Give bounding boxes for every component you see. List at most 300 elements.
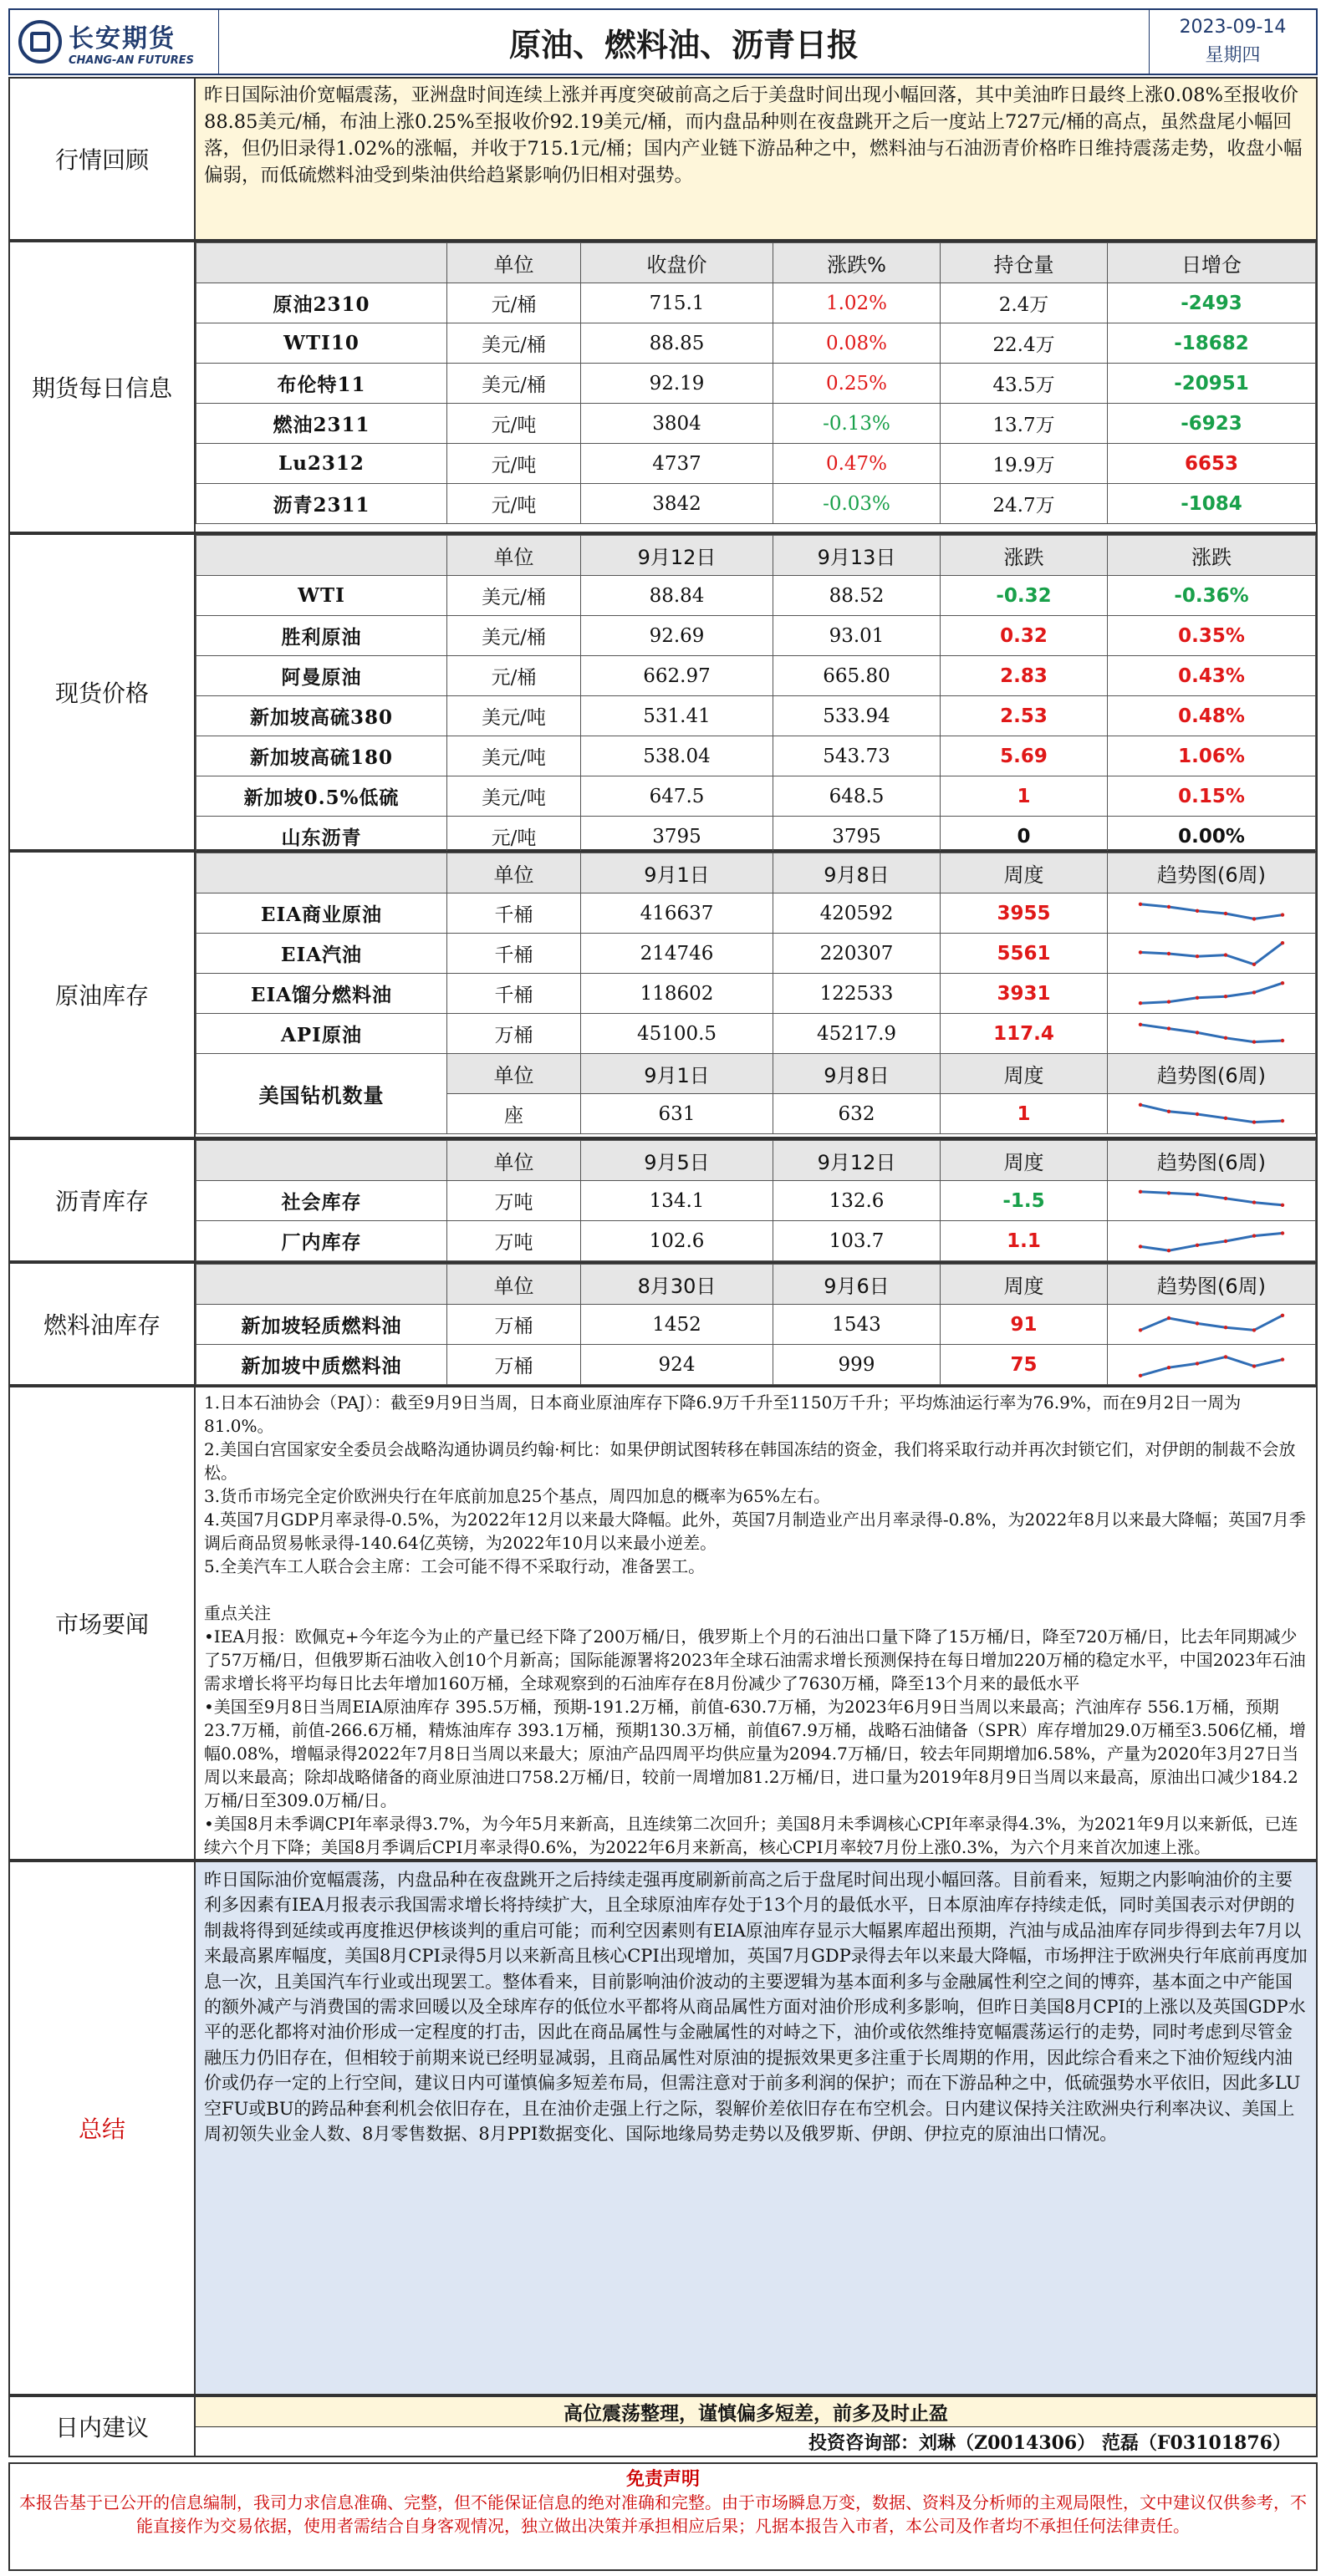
disclaimer-text: 本报告基于已公开的信息编制，我司力求信息准确、完整，但不能保证信息的绝对准确和完整。由于市场瞬息万变，数据、资料及分析师的主观局限性，文中建议仅供参考，不能直接作为交易依据，使用者需结合自身客观情况，独立做出决策并承担相应后果；凡据本报告入市者，本公司及作者均不承担任何法律责任。 [19, 2492, 1307, 2536]
unit-cell: 美元/桶 [447, 323, 581, 364]
value-period1: 631 [581, 1094, 773, 1134]
table-row [196, 364, 1316, 404]
table-row [196, 974, 1316, 1014]
trend-point [1167, 1366, 1170, 1369]
contract-name: 燃油2311 [196, 404, 447, 444]
logo-name-en: CHANG-AN FUTURES [69, 53, 195, 67]
table-row [196, 1181, 1316, 1221]
trend-point [1139, 902, 1142, 905]
price-day2: 533.94 [773, 696, 941, 736]
inventory-name: EIA馏分燃料油 [196, 974, 447, 1014]
trend-line [1140, 1357, 1283, 1375]
open-interest: 22.4万 [941, 323, 1108, 364]
header-cell: 周度 [941, 1265, 1108, 1305]
close-price: 715.1 [581, 283, 773, 323]
table-row [196, 893, 1316, 934]
close-price: 92.19 [581, 364, 773, 404]
fuel-inventory-table [196, 1264, 1316, 1385]
section-spot [8, 533, 1318, 851]
price-change-pct: 0.43% [1108, 656, 1316, 696]
price-change-pct: 1.06% [1108, 736, 1316, 776]
price-change-pct: -0.36% [1108, 576, 1316, 616]
trend-point [1196, 1192, 1199, 1195]
price-day2: 88.52 [773, 576, 941, 616]
trend-point [1281, 1231, 1284, 1235]
trend-point [1196, 1112, 1199, 1115]
table-header-row [196, 1265, 1316, 1305]
header-cell: 持仓量 [941, 243, 1108, 283]
weekly-change: -1.5 [941, 1181, 1108, 1221]
unit-cell: 元/吨 [447, 404, 581, 444]
inventory-name: 新加坡中质燃料油 [196, 1345, 447, 1385]
header-cell: 周度 [941, 853, 1108, 893]
section-label: 沥青库存 [10, 1140, 196, 1260]
trend-point [1167, 1249, 1170, 1252]
header-cell: 9月5日 [581, 1141, 773, 1181]
unit-cell: 元/桶 [447, 283, 581, 323]
table-row [196, 696, 1316, 736]
trend-point [1167, 1191, 1170, 1194]
table-header-row [196, 536, 1316, 576]
price-change-pct: 0.00% [1108, 817, 1316, 857]
table-row [196, 776, 1316, 817]
value-period2: 220307 [773, 934, 941, 974]
section-summary [8, 1861, 1318, 2395]
company-logo [10, 10, 219, 74]
trend-line [1140, 1104, 1283, 1122]
value-period2: 122533 [773, 974, 941, 1014]
unit-cell: 元/吨 [447, 817, 581, 857]
trend-cell [1108, 1094, 1316, 1134]
unit-cell: 美元/桶 [447, 616, 581, 656]
trend-point [1224, 1036, 1227, 1039]
trend-point [1281, 913, 1284, 916]
close-price: 3842 [581, 484, 773, 524]
trend-cell [1108, 1181, 1316, 1221]
section-advice [8, 2395, 1318, 2457]
trend-point [1139, 1245, 1142, 1248]
close-price: 88.85 [581, 323, 773, 364]
close-price: 4737 [581, 444, 773, 484]
value-period1: 134.1 [581, 1181, 773, 1221]
section-label: 日内建议 [10, 2397, 196, 2456]
trend-point [1224, 911, 1227, 914]
inventory-name: 厂内库存 [196, 1221, 447, 1261]
product-name: 阿曼原油 [196, 656, 447, 696]
logo-name-cn: 长安期货 [69, 23, 176, 53]
price-day1: 3795 [581, 817, 773, 857]
value-period1: 214746 [581, 934, 773, 974]
unit-cell: 元/吨 [447, 484, 581, 524]
header-cell: 8月30日 [581, 1265, 773, 1305]
table-row [196, 444, 1316, 484]
price-day2: 543.73 [773, 736, 941, 776]
trend-point [1252, 917, 1256, 920]
trend-point [1224, 1196, 1227, 1199]
header-cell: 单位 [447, 243, 581, 283]
unit-cell: 座 [447, 1094, 581, 1134]
header-cell: 单位 [447, 853, 581, 893]
contract-name: 布伦特11 [196, 364, 447, 404]
unit-cell: 美元/吨 [447, 776, 581, 817]
header-cell: 趋势图(6周) [1108, 1265, 1316, 1305]
close-price: 3804 [581, 404, 773, 444]
trend-point [1139, 1022, 1142, 1026]
section-crude-inventory [8, 851, 1318, 1138]
table-header-row [196, 243, 1316, 283]
header-cell: 趋势图(6周) [1108, 853, 1316, 893]
advice-text: 高位震荡整理，谨慎偏多短差，前多及时止盈 [196, 2397, 1316, 2427]
value-period2: 132.6 [773, 1181, 941, 1221]
header-cell: 单位 [447, 536, 581, 576]
price-change: -0.32 [941, 576, 1108, 616]
trend-point [1167, 1026, 1170, 1030]
header-cell: 单位 [447, 1141, 581, 1181]
report-date-box [1149, 10, 1316, 74]
price-change: 5.69 [941, 736, 1108, 776]
price-day1: 647.5 [581, 776, 773, 817]
trend-point [1252, 1328, 1256, 1331]
value-period2: 420592 [773, 893, 941, 934]
header-cell: 涨跌 [1108, 536, 1316, 576]
price-day2: 3795 [773, 817, 941, 857]
section-futures [8, 241, 1318, 533]
disclaimer-title: 免责声明 [625, 2468, 700, 2490]
unit-cell: 千桶 [447, 893, 581, 934]
unit-cell: 美元/桶 [447, 364, 581, 404]
change-pct: -0.03% [773, 484, 941, 524]
trend-point [1252, 1120, 1256, 1123]
trend-sparkline [1132, 1017, 1291, 1051]
weekly-change: 117.4 [941, 1014, 1108, 1054]
open-interest: 24.7万 [941, 484, 1108, 524]
table-row [196, 736, 1316, 776]
contract-name: 沥青2311 [196, 484, 447, 524]
change-pct: 1.02% [773, 283, 941, 323]
value-period2: 45217.9 [773, 1014, 941, 1054]
oi-change: -2493 [1108, 283, 1316, 323]
header-cell: 9月1日 [581, 853, 773, 893]
summary-text: 昨日国际油价宽幅震荡，内盘品种在夜盘跳开之后持续走强再度刷新前高之后于盘尾时间出现小幅回落。目前看来，短期之内影响油价的主要利多因素有IEA月报表示我国需求增长将持续扩大，且全球原油库存处于13个月的最低水平，日本原油库存持续走低，同时美国表示对伊朗的制裁将得到延续或再度推迟伊核谈判的重启可能；而利空因素则有EIA原油库存显示大幅累库超出预期，汽油与成品油库存同步得到去年7月以来最高累库幅度，美国8月CPI录得5月以来新高且核心CPI出现增加，英国7月GDP录得去年以来最大降幅，市场押注于欧洲央行年底前再度加息一次，且美国汽车行业或出现罢工。整体看来，目前影响油价波动的主要逻辑为基本面利多与金融属性利空之间的博弈，基本面之中产能国的额外减产与消费国的需求回暖以及全球库存的低位水平都将从商品属性方面对油价形成利多影响，但昨日美国8月CPI的上涨以及英国GDP水平的恶化都将对油价形成一定程度的打击，因此在商品属性与金融属性的对峙之下，油价或依然维持宽幅震荡运行的走势，同时考虑到尽管金融压力仍旧存在，但相较于前期来说已经明显减弱，且商品属性对原油的提振效果更多注重于长周期的作用，因此综合看来之下油价短线内油价或仍存一定的上行空间，建议日内可谨慎偏多短差布局，但需注意对于前多利润的保护；而在下游品种之中，低硫强势水平依旧，因此多LU空FU或BU的跨品种套利机会依旧存在，且在油价走强上行之际，裂解价差依旧存在布空机会。日内建议保持关注欧洲央行利率决议、美国上周初领失业金人数、8月零售数据、8月PPI数据变化、国际地缘局势走势以及俄罗斯、伊朗、伊拉克的原油出口情况。 [204, 1870, 1308, 2145]
trend-sparkline [1132, 1224, 1291, 1258]
header-cell: 9月12日 [773, 1141, 941, 1181]
section-fuel-inventory [8, 1262, 1318, 1386]
section-review [8, 77, 1318, 241]
header-cell [196, 536, 447, 576]
news-item: 1.日本石油协会（PAJ）：截至9月9日当周，日本商业原油库存下降6.9万千升至1150万千升；平均炼油运行率为76.9%，而在9月2日一周为81.0%。 [204, 1392, 1242, 1436]
unit-cell: 美元/吨 [447, 696, 581, 736]
unit-cell: 万吨 [447, 1221, 581, 1261]
price-day2: 648.5 [773, 776, 941, 817]
trend-cell [1108, 1345, 1316, 1385]
unit-cell: 万桶 [447, 1305, 581, 1345]
change-pct: 0.47% [773, 444, 941, 484]
trend-point [1139, 1102, 1142, 1106]
value-period2: 103.7 [773, 1221, 941, 1261]
table-row [196, 616, 1316, 656]
header-cell: 涨跌% [773, 243, 941, 283]
trend-point [1196, 909, 1199, 912]
news-item: •美国8月未季调CPI年率录得3.7%，为今年5月来新高，且连续第二次回升；美国8月未季调核心CPI年率录得4.3%，为2021年9月以来新低，已连续六个月下降；美国8月季调后CPI月率录得0.6%，为2022年6月来新高，核心CPI月率较7月份上涨0.3%，为六个月来首次加速上涨。 [204, 1814, 1298, 1857]
trend-point [1196, 955, 1199, 958]
price-day1: 531.41 [581, 696, 773, 736]
trend-line [1140, 1024, 1283, 1041]
weekly-change: 1 [941, 1094, 1108, 1134]
trend-point [1139, 1328, 1142, 1331]
news-item: 4.英国7月GDP月率录得-0.5%，为2022年12月以来最大降幅。此外，英国7月制造业产出月率录得-0.8%，为2022年8月以来最大降幅；英国7月季调后商品贸易帐录得-140.64亿英镑，为2022年10月以来最小逆差。 [204, 1509, 1306, 1553]
report-header [8, 8, 1318, 75]
trend-point [1167, 904, 1170, 908]
trend-point [1167, 1316, 1170, 1319]
table-row [196, 656, 1316, 696]
table-row [196, 1345, 1316, 1385]
unit-cell: 元/桶 [447, 656, 581, 696]
change-pct: -0.13% [773, 404, 941, 444]
price-change-pct: 0.48% [1108, 696, 1316, 736]
trend-point [1281, 1203, 1284, 1206]
value-period1: 924 [581, 1345, 773, 1385]
news-item [204, 1578, 1308, 1601]
contract-name: WTI10 [196, 323, 447, 364]
trend-point [1281, 1118, 1284, 1122]
report-title: 原油、燃料油、沥青日报 [508, 26, 859, 64]
trend-line [1140, 1233, 1283, 1250]
open-interest: 2.4万 [941, 283, 1108, 323]
trend-point [1224, 953, 1227, 956]
trend-point [1224, 1239, 1227, 1242]
oi-change: -18682 [1108, 323, 1316, 364]
oi-change: 6653 [1108, 444, 1316, 484]
trend-sparkline [1132, 1097, 1291, 1131]
price-change: 1 [941, 776, 1108, 817]
unit-cell: 元/吨 [447, 444, 581, 484]
trend-point [1281, 941, 1284, 944]
header-cell: 收盘价 [581, 243, 773, 283]
price-change-pct: 0.35% [1108, 616, 1316, 656]
trend-point [1224, 995, 1227, 998]
header-cell: 9月8日 [773, 853, 941, 893]
unit-cell: 千桶 [447, 934, 581, 974]
price-day1: 92.69 [581, 616, 773, 656]
table-header-row [196, 853, 1316, 893]
trend-cell [1108, 974, 1316, 1014]
trend-point [1252, 1364, 1256, 1367]
header-cell: 9月12日 [581, 536, 773, 576]
inventory-name: EIA商业原油 [196, 893, 447, 934]
report-date: 2023-09-14 [1179, 17, 1287, 38]
value-period2: 999 [773, 1345, 941, 1385]
product-name: 胜利原油 [196, 616, 447, 656]
oi-change: -6923 [1108, 404, 1316, 444]
open-interest: 43.5万 [941, 364, 1108, 404]
trend-point [1167, 951, 1170, 955]
asphalt-inventory-table [196, 1140, 1316, 1261]
weekly-change: 3955 [941, 893, 1108, 934]
logo-emblem-icon [18, 20, 62, 64]
table-row [196, 283, 1316, 323]
futures-table [196, 242, 1316, 524]
product-name: 山东沥青 [196, 817, 447, 857]
trend-point [1167, 1000, 1170, 1003]
unit-cell: 美元/吨 [447, 736, 581, 776]
product-name: 新加坡高硫380 [196, 696, 447, 736]
price-change-pct: 0.15% [1108, 776, 1316, 817]
table-header-row [196, 1141, 1316, 1181]
trend-point [1139, 1189, 1142, 1193]
value-period1: 45100.5 [581, 1014, 773, 1054]
news-item: •IEA月报：欧佩克+今年迄今为止的产量已经下降了200万桶/日，俄罗斯上个月的石油出口量下降了15万桶/日，降至720万桶/日，比去年同期减少了57万桶/日，但俄罗斯石油收入创10个月新高；国际能源署将2023年全球石油需求增长预测保持在每日增加220万桶的稳定水平，中国2023年石油需求增长将平均每日比去年增加160万桶，全球观察到的石油库存在8月份减少了7630万桶，降至13个月来的最低水平 [204, 1627, 1306, 1693]
trend-point [1196, 995, 1199, 999]
trend-point [1252, 1234, 1256, 1237]
value-period1: 416637 [581, 893, 773, 934]
section-label: 期货每日信息 [10, 242, 196, 532]
trend-line [1140, 904, 1283, 919]
product-name: WTI [196, 576, 447, 616]
trend-cell [1108, 893, 1316, 934]
header-cell: 周度 [941, 1141, 1108, 1181]
price-day1: 538.04 [581, 736, 773, 776]
open-interest: 13.7万 [941, 404, 1108, 444]
header-cell [196, 853, 447, 893]
trend-point [1224, 1116, 1227, 1119]
news-item: 3.货币市场完全定价欧洲央行在年底前加息25个基点，周四加息的概率为65%左右。 [204, 1486, 830, 1506]
trend-point [1252, 1040, 1256, 1043]
unit-cell: 千桶 [447, 974, 581, 1014]
trend-sparkline [1132, 897, 1291, 930]
section-label: 市场要闻 [10, 1387, 196, 1859]
inventory-name: 新加坡轻质燃料油 [196, 1305, 447, 1345]
price-day2: 93.01 [773, 616, 941, 656]
header-cell: 美国钻机数量 [196, 1054, 447, 1134]
trend-point [1281, 1038, 1284, 1041]
trend-sparkline [1132, 1308, 1291, 1341]
header-cell: 9月1日 [581, 1054, 773, 1094]
section-label: 原油库存 [10, 853, 196, 1137]
header-cell: 单位 [447, 1054, 581, 1094]
product-name: 新加坡0.5%低硫 [196, 776, 447, 817]
header-cell: 9月13日 [773, 536, 941, 576]
change-pct: 0.08% [773, 323, 941, 364]
header-cell: 周度 [941, 1054, 1108, 1094]
oi-change: -20951 [1108, 364, 1316, 404]
table-row [196, 1221, 1316, 1261]
header-cell: 单位 [447, 1265, 581, 1305]
inventory-name: EIA汽油 [196, 934, 447, 974]
unit-cell: 万桶 [447, 1345, 581, 1385]
trend-cell [1108, 1221, 1316, 1261]
review-text: 昨日国际油价宽幅震荡，亚洲盘时间连续上涨并再度突破前高之后于美盘时间出现小幅回落，其中美油昨日最终上涨0.08%至报收价88.85美元/桶，布油上涨0.25%至报收价92.19美元/桶，而内盘品种则在夜盘跳开之后一度站上727元/桶的高点，虽然盘尾小幅回落，但仍旧录得1.02%的涨幅，并收于715.1元/桶；国内产业链下游品种之中，燃料油与石油沥青价格昨日维持震荡走势，收盘小幅偏弱，而低硫燃料油受到柴油供给趋紧影响仍旧相对强势。 [204, 84, 1303, 186]
trend-point [1139, 950, 1142, 954]
unit-cell: 美元/桶 [447, 576, 581, 616]
value-period1: 1452 [581, 1305, 773, 1345]
table-row [196, 484, 1316, 524]
trend-cell [1108, 934, 1316, 974]
trend-point [1196, 1031, 1199, 1034]
price-day2: 665.80 [773, 656, 941, 696]
price-change: 2.83 [941, 656, 1108, 696]
trend-cell [1108, 1305, 1316, 1345]
section-label: 行情回顾 [10, 79, 196, 239]
trend-point [1224, 1326, 1227, 1329]
spot-table [196, 535, 1316, 857]
unit-cell: 万桶 [447, 1014, 581, 1054]
weekly-change: 5561 [941, 934, 1108, 974]
trend-point [1196, 1362, 1199, 1365]
trend-point [1139, 1373, 1142, 1377]
table-row [196, 1014, 1316, 1054]
report-weekday: 星期四 [1205, 45, 1261, 66]
trend-sparkline [1132, 937, 1291, 970]
inventory-name: 社会库存 [196, 1181, 447, 1221]
trend-point [1281, 981, 1284, 985]
unit-cell: 万吨 [447, 1181, 581, 1221]
value-period1: 118602 [581, 974, 773, 1014]
trend-point [1281, 1313, 1284, 1316]
value-period2: 632 [773, 1094, 941, 1134]
trend-point [1167, 1109, 1170, 1112]
value-period2: 1543 [773, 1305, 941, 1345]
trend-point [1252, 990, 1256, 994]
table-row [196, 934, 1316, 974]
inventory-name: API原油 [196, 1014, 447, 1054]
trend-point [1281, 1357, 1284, 1361]
value-period1: 102.6 [581, 1221, 773, 1261]
trend-sparkline [1132, 1348, 1291, 1382]
weekly-change: 3931 [941, 974, 1108, 1014]
header-cell [196, 243, 447, 283]
price-day1: 88.84 [581, 576, 773, 616]
consultant-line: 投资咨询部：刘琳（Z0014306） 范磊（F03101876） [808, 2431, 1291, 2454]
news-item: 5.全美汽车工人联合会主席：工会可能不得不采取行动，准备罢工。 [204, 1556, 706, 1576]
open-interest: 19.9万 [941, 444, 1108, 484]
trend-point [1196, 1321, 1199, 1325]
section-asphalt-inventory [8, 1138, 1318, 1262]
trend-line [1140, 1191, 1283, 1204]
news-item: •美国至9月8日当周EIA原油库存 395.5万桶，预期-191.2万桶，前值-630.7万桶，为2023年6月9日当周以来最高；汽油库存 556.1万桶，预期23.7万桶，前值-266.6万桶，精炼油库存 393.1万桶，预期130.3万桶，前值67.9万桶，战略石油储备（SPR）库存增加29.0万桶至3.506亿桶，增幅0.08%，增幅录得2022年7月8日当周以来最大；原油产品四周平均供应量为2094.7万桶/日，较去年同期增加6.58%，产量为2020年3月27日当周以来最高；除却战略储备的商业原油进口758.2万桶/日，较前一周增加81.2万桶/日，进口量为2019年8月9日当周以来最高，原油出口减少184.2万桶/日至309.0万桶/日。 [204, 1697, 1306, 1810]
weekly-change: 1.1 [941, 1221, 1108, 1261]
trend-line [1140, 983, 1283, 1003]
contract-name: Lu2312 [196, 444, 447, 484]
table-row [196, 576, 1316, 616]
header-cell: 趋势图(6周) [1108, 1141, 1316, 1181]
header-cell [196, 1141, 447, 1181]
news-list [196, 1387, 1316, 1862]
news-item: 2.美国白宫国家安全委员会战略沟通协调员约翰·柯比：如果伊朗试图转移在韩国冻结的资金，我们将采取行动并再次封锁它们，对伊朗的制裁不会放松。 [204, 1439, 1296, 1483]
price-change: 0.32 [941, 616, 1108, 656]
section-news [8, 1386, 1318, 1861]
header-cell: 9月6日 [773, 1265, 941, 1305]
trend-point [1224, 1355, 1227, 1358]
trend-sparkline [1132, 1184, 1291, 1218]
weekly-change: 91 [941, 1305, 1108, 1345]
crude-inventory-table [196, 853, 1316, 1134]
section-label: 燃料油库存 [10, 1264, 196, 1384]
change-pct: 0.25% [773, 364, 941, 404]
trend-point [1196, 1243, 1199, 1246]
header-cell: 9月8日 [773, 1054, 941, 1094]
table-row [196, 323, 1316, 364]
product-name: 新加坡高硫180 [196, 736, 447, 776]
trend-point [1252, 1200, 1256, 1204]
table-row [196, 404, 1316, 444]
price-change: 0 [941, 817, 1108, 857]
section-label: 现货价格 [10, 535, 196, 849]
header-cell: 趋势图(6周) [1108, 1054, 1316, 1094]
news-item: 重点关注 [204, 1603, 271, 1623]
trend-cell [1108, 1014, 1316, 1054]
section-label: 总结 [10, 1862, 196, 2394]
price-change: 2.53 [941, 696, 1108, 736]
